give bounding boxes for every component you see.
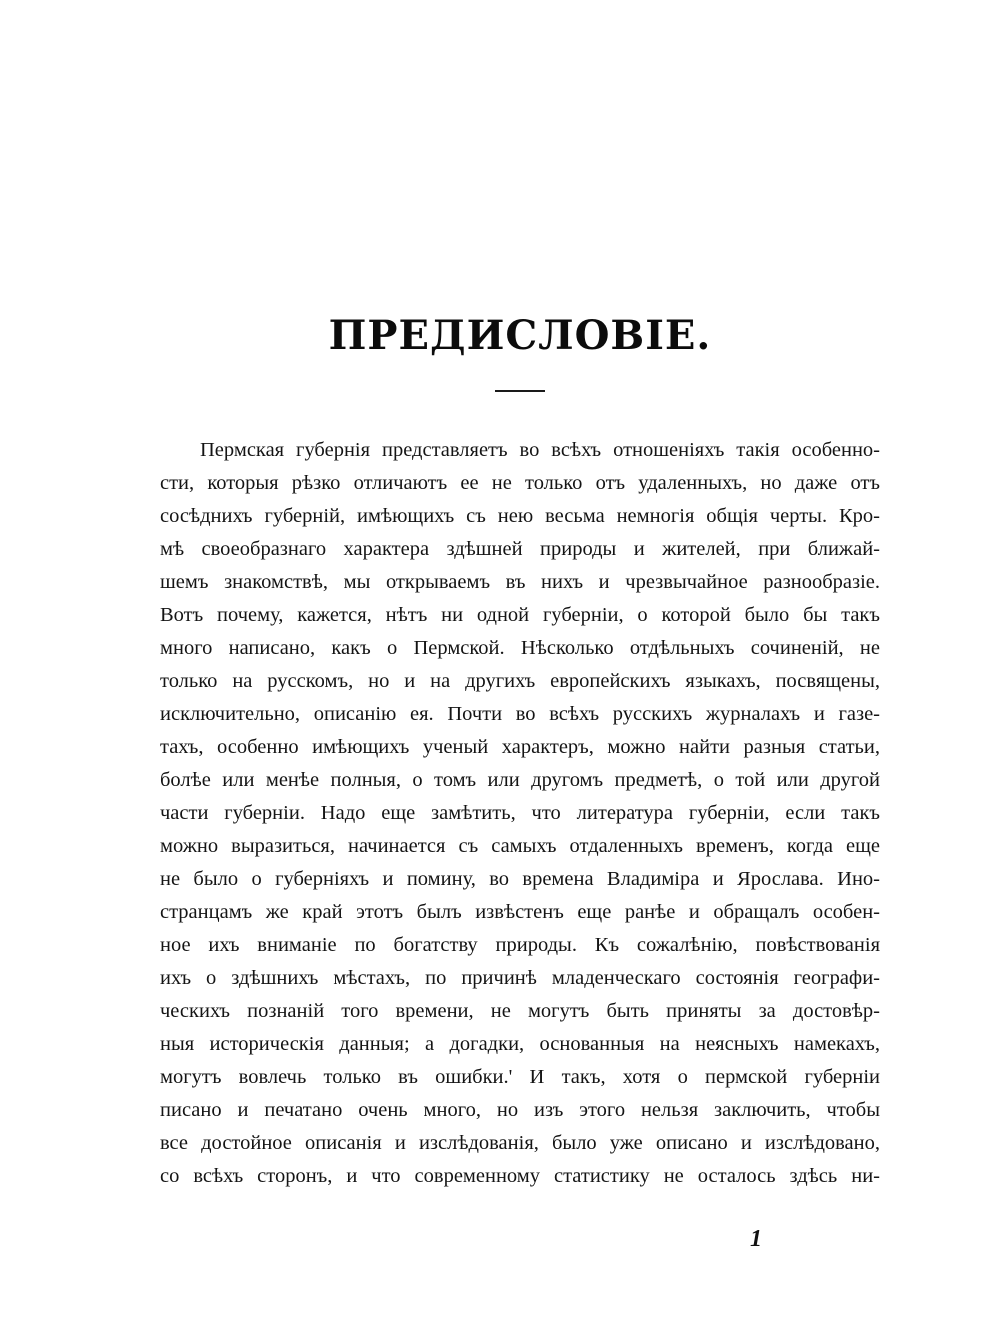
text-line: сти, которыя рѣзко отличаютъ ее не только отъ удаленныхъ, но даже отъ: [160, 472, 880, 494]
text-line: ихъ о здѣшнихъ мѣстахъ, по причинѣ младенческаго состоянія географи-: [160, 967, 880, 989]
text-line: можно выразиться, начинается съ самыхъ отдаленныхъ временъ, когда еще: [160, 835, 880, 857]
text-line: шемъ знакомствѣ, мы открываемъ въ нихъ и чрезвычайное разнообразіе.: [160, 571, 880, 593]
text-line: все достойное описанія и изслѣдованія, было уже описано и изслѣдовано,: [160, 1132, 880, 1154]
text-line: много написано, какъ о Пермской. Нѣсколько отдѣльныхъ сочиненій, не: [160, 637, 880, 659]
text-line: писано и печатано очень много, но изъ этого нельзя заключить, чтобы: [160, 1099, 880, 1121]
text-line: болѣе или менѣе полныя, о томъ или другомъ предметѣ, о той или другой: [160, 769, 880, 791]
text-line: исключительно, описанію ея. Почти во всѣхъ русскихъ журналахъ и газе-: [160, 703, 880, 725]
page-number: 1: [750, 1226, 762, 1252]
text-line: ческихъ познаній того времени, не могутъ быть приняты за достовѣр-: [160, 1000, 880, 1022]
text-line: ное ихъ вниманіе по богатству природы. Къ сожалѣнію, повѣствованія: [160, 934, 880, 956]
text-line: части губерніи. Надо еще замѣтить, что литература губерніи, если такъ: [160, 802, 880, 824]
text-line: мѣ своеобразнаго характера здѣшней природы и жителей, при ближай-: [160, 538, 880, 560]
text-line: со всѣхъ сторонъ, и что современному статистику не осталось здѣсь ни-: [160, 1165, 880, 1187]
text-line: ныя историческія данныя; а догадки, основанныя на неясныхъ намекахъ,: [160, 1033, 880, 1055]
text-line: не было о губерніяхъ и помину, во времена Владиміра и Ярослава. Ино-: [160, 868, 880, 890]
text-line: сосѣднихъ губерній, имѣющихъ съ нею весьма немногія общія черты. Кро-: [160, 505, 880, 527]
text-line: странцамъ же край этотъ былъ извѣстенъ еще ранѣе и обращалъ особен-: [160, 901, 880, 923]
text-line: только на русскомъ, но и на другихъ европейскихъ языкахъ, посвящены,: [160, 670, 880, 692]
text-line: могутъ вовлечь только въ ошибки.' И такъ, хотя о пермской губерніи: [160, 1066, 880, 1088]
title-divider: [495, 390, 545, 392]
text-line: тахъ, особенно имѣющихъ ученый характеръ, можно найти разныя статьи,: [160, 736, 880, 758]
text-line: Вотъ почему, кажется, нѣтъ ни одной губерніи, о которой было бы такъ: [160, 604, 880, 626]
text-line: Пермская губернія представляетъ во всѣхъ отношеніяхъ такія особенно-: [200, 439, 880, 461]
body-paragraph: [160, 434, 880, 1193]
page-title: ПРЕДИСЛОВІЕ.: [328, 312, 712, 359]
